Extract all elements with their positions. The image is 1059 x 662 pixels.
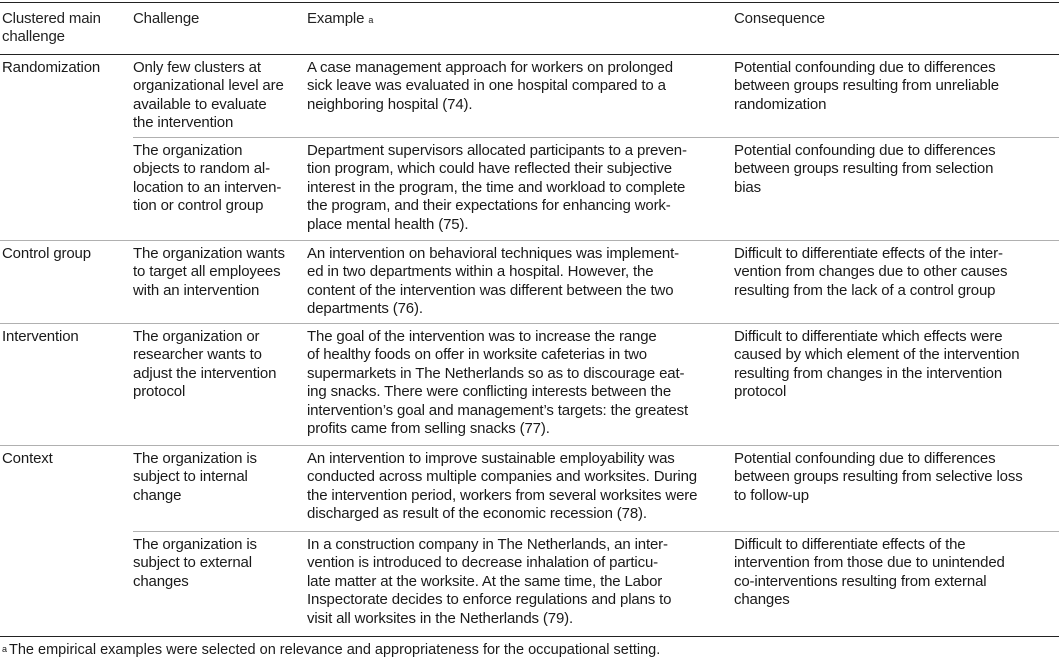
table-cell-main xyxy=(2,450,53,468)
table-cell-challenge xyxy=(133,450,257,505)
table-cell-consequence xyxy=(734,536,1005,610)
cell-line: protocol xyxy=(734,383,787,401)
table-cell-main xyxy=(2,245,91,263)
cell-line: organizational level are xyxy=(133,77,284,95)
cell-line: changes xyxy=(133,572,189,590)
cell-line: Only few clusters at xyxy=(133,59,261,76)
cell-line: tion program, which could have reflected their subjective xyxy=(307,160,672,178)
cell-line: Department supervisors allocated participants to a preven- xyxy=(307,142,687,159)
cell-line: resulting from changes in the intervention xyxy=(734,364,1003,382)
cell-line: subject to internal xyxy=(133,468,248,486)
header-line: challenge xyxy=(2,28,65,46)
table-cell-example xyxy=(307,59,673,114)
cell-line: The organization xyxy=(133,142,243,159)
table-cell-challenge xyxy=(133,245,285,300)
cell-line: Potential confounding due to differences xyxy=(734,142,996,159)
header-challenge: Challenge xyxy=(133,10,200,27)
cell-line: The organization is xyxy=(133,536,257,553)
cell-line: The goal of the intervention was to increase the range xyxy=(307,328,657,345)
header-example xyxy=(307,10,373,28)
cell-line: caused by which element of the intervention xyxy=(734,346,1020,364)
cell-line: between groups resulting from unreliable xyxy=(734,77,999,95)
row-separator xyxy=(0,240,1059,241)
cell-line: departments (76). xyxy=(307,300,423,318)
cell-line: place mental health (75). xyxy=(307,215,469,233)
footnote-mark: a xyxy=(368,15,374,25)
table-cell-challenge xyxy=(133,328,276,402)
cell-line: The organization is xyxy=(133,450,257,467)
header-main-challenge xyxy=(2,10,101,47)
cell-line: intervention from those due to unintended xyxy=(734,554,1005,572)
table-cell-example xyxy=(307,536,671,628)
cell-line: A case management approach for workers on prolonged xyxy=(307,59,673,76)
cell-line: objects to random al- xyxy=(133,160,270,178)
cell-line: Difficult to differentiate which effects were xyxy=(734,328,1003,345)
cell-line: Context xyxy=(2,450,53,467)
cell-line: conducted across multiple companies and worksites. During xyxy=(307,468,697,486)
cell-line: the intervention xyxy=(133,114,234,132)
cell-line: bias xyxy=(734,178,761,196)
cell-line: Difficult to differentiate effects of the xyxy=(734,536,966,553)
cell-line: ing snacks. There were conflicting interests between the xyxy=(307,383,672,401)
cell-line: An intervention on behavioral techniques was implement- xyxy=(307,245,679,262)
cell-line: randomization xyxy=(734,95,827,113)
cell-line: The organization wants xyxy=(133,245,285,262)
cell-line: profits came from selling snacks (77). xyxy=(307,420,550,438)
cell-line: ed in two departments within a hospital. However, the xyxy=(307,263,654,281)
cell-line: location to an interven- xyxy=(133,178,282,196)
cell-line: resulting from the lack of a control group xyxy=(734,281,996,299)
row-separator xyxy=(133,531,1059,532)
cell-line: content of the intervention was different between the two xyxy=(307,281,674,299)
table-cell-challenge xyxy=(133,59,284,133)
table-cell-consequence xyxy=(734,245,1007,300)
row-separator xyxy=(133,137,1059,138)
cell-line: of healthy foods on offer in worksite cafeterias in two xyxy=(307,346,647,364)
cell-line: available to evaluate xyxy=(133,95,267,113)
cell-line: Difficult to differentiate effects of the inter- xyxy=(734,245,1003,262)
table-cell-example xyxy=(307,328,688,438)
cell-line: to follow-up xyxy=(734,486,809,504)
table-cell-main xyxy=(2,328,79,346)
cell-line: to target all employees xyxy=(133,263,281,281)
table-cell-challenge xyxy=(133,536,257,591)
table-footnote xyxy=(2,642,660,658)
table-cell-example xyxy=(307,142,687,234)
cell-line: tion or control group xyxy=(133,197,264,215)
cell-line: vention is introduced to decrease inhalation of particu- xyxy=(307,554,658,572)
cell-line: Potential confounding due to differences xyxy=(734,59,996,76)
cell-line: researcher wants to xyxy=(133,346,262,364)
table-cell-consequence xyxy=(734,142,995,197)
row-separator xyxy=(0,445,1059,446)
cell-line: discharged as result of the economic recession (78). xyxy=(307,505,647,523)
table-cell-example xyxy=(307,245,679,319)
cell-line: subject to external xyxy=(133,554,252,572)
table-cell-example xyxy=(307,450,697,524)
cell-line: between groups resulting from selection xyxy=(734,160,994,178)
cell-line: Intervention xyxy=(2,328,79,345)
table-cell-challenge xyxy=(133,142,281,216)
cell-line: the program, and their expectations for enhancing work- xyxy=(307,197,671,215)
cell-line: vention from changes due to other causes xyxy=(734,263,1008,281)
cell-line: neighboring hospital (74). xyxy=(307,95,473,113)
cell-line: with an intervention xyxy=(133,281,260,299)
cell-line: the intervention period, workers from several worksites were xyxy=(307,486,698,504)
cell-line: between groups resulting from selective loss xyxy=(734,468,1023,486)
cell-line: In a construction company in The Netherlands, an inter- xyxy=(307,536,668,553)
footnote-mark: a xyxy=(2,644,8,654)
cell-line: change xyxy=(133,486,182,504)
footnote-text: The empirical examples were selected on relevance and appropriateness for the occupational setting. xyxy=(9,642,661,658)
table-top-rule xyxy=(0,2,1059,3)
header-rule xyxy=(0,54,1059,55)
cell-line: adjust the intervention xyxy=(133,364,277,382)
cell-line: Control group xyxy=(2,245,91,262)
cell-line: interest in the program, the time and workload to complete xyxy=(307,178,686,196)
cell-line: Potential confounding due to differences xyxy=(734,450,996,467)
header-line: Clustered main xyxy=(2,10,101,27)
table-cell-consequence xyxy=(734,450,1023,505)
cell-line: sick leave was evaluated in one hospital compared to a xyxy=(307,77,666,95)
cell-line: intervention’s goal and management’s targets: the greatest xyxy=(307,401,688,419)
cell-line: Inspectorate decides to enforce regulations and plans to xyxy=(307,591,672,609)
cell-line: visit all worksites in the Netherlands (79). xyxy=(307,609,574,627)
cell-line: changes xyxy=(734,591,790,609)
row-separator xyxy=(0,323,1059,324)
cell-line: late matter at the worksite. At the same time, the Labor xyxy=(307,572,663,590)
cell-line: co-interventions resulting from external xyxy=(734,572,987,590)
table-bottom-rule xyxy=(0,636,1059,637)
cell-line: The organization or xyxy=(133,328,260,345)
cell-line: An intervention to improve sustainable employability was xyxy=(307,450,675,467)
cell-line: protocol xyxy=(133,383,186,401)
header-consequence: Consequence xyxy=(734,10,825,27)
table-cell-consequence xyxy=(734,59,999,114)
table-cell-main xyxy=(2,59,100,77)
cell-line: Randomization xyxy=(2,59,101,76)
header-example-label: Example xyxy=(307,10,365,27)
table-cell-consequence xyxy=(734,328,1019,402)
cell-line: supermarkets in The Netherlands so as to discourage eat- xyxy=(307,364,685,382)
